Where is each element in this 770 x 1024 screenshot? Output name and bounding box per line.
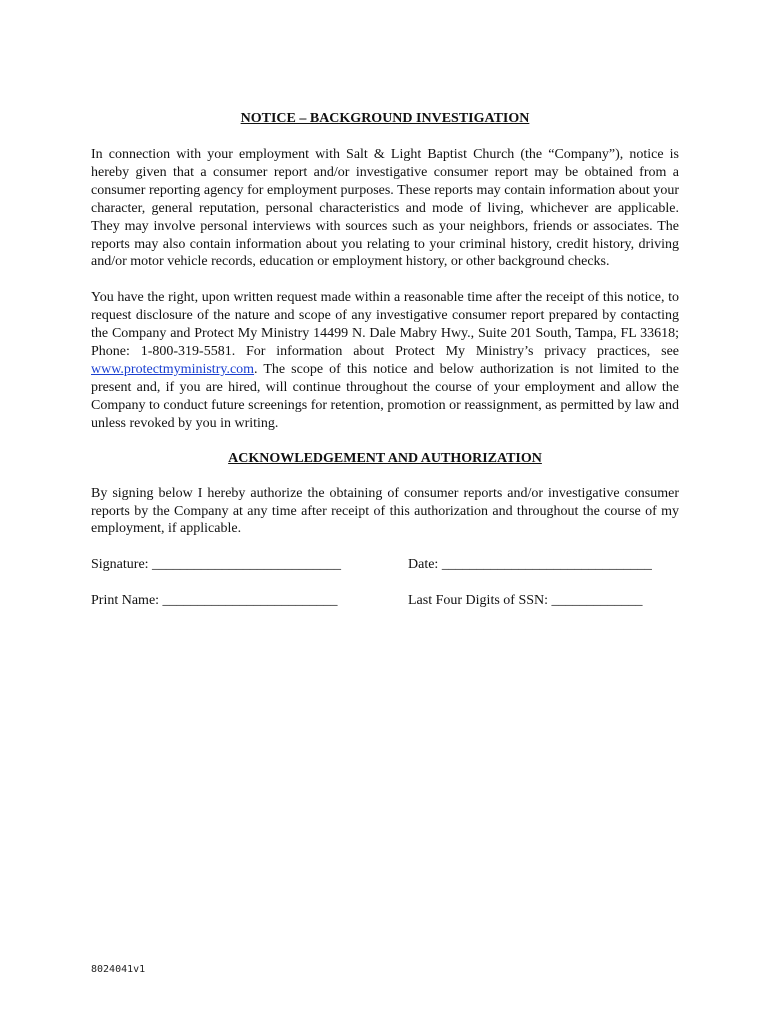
acknowledgement-title: ACKNOWLEDGEMENT AND AUTHORIZATION (228, 450, 542, 466)
print-name-field[interactable]: Print Name: _________________________ (91, 593, 338, 609)
document-id: 8024041v1 (91, 964, 146, 975)
ssn-field[interactable]: Last Four Digits of SSN: _____________ (408, 593, 643, 609)
signature-fields (91, 556, 679, 616)
signature-field[interactable]: Signature: ___________________________ (91, 557, 342, 573)
date-field[interactable]: Date: ______________________________ (408, 557, 652, 573)
notice-paragraph-1: In connection with your employment with Salt & Light Baptist Church (the “Company”), notice is hereby given that a consumer report and/or investigative consumer report may be obtained from a consumer reporting agency for employment purposes. These reports may contain information about your character, general reputation, personal characteristics and mode of living, whichever are applicable. They may involve personal interviews with sources such as your neighbors, friends or associates. The reports may also contain information about you relating to your criminal history, credit history, driving and/or motor vehicle records, education or employment history, or other background checks. (91, 147, 679, 270)
notice-paragraph-2-text-start: You have the right, upon written request made within a reasonable time after the receipt of this notice, to request disclosure of the nature and scope of any investigative consumer report prepared by contacting the Company and Protect My Ministry 14499 N. Dale Mabry Hwy., Suite 201 South, Tampa, FL 33618; Phone: 1-800-319-5581. For information about Protect My Ministry’s privacy practices, see (91, 290, 679, 360)
protect-my-ministry-link[interactable]: www.protectmyministry.com (91, 361, 255, 377)
notice-paragraph-2 (91, 289, 679, 432)
document-page (91, 110, 679, 616)
notice-paragraph-2-text-end: . The scope of this notice and below authorization is not limited to the present and, if you are hired, will continue throughout the course of your employment and allow the Company to conduct future screenings for retention, promotion or reassignment, as permitted by law and unless revoked by you in writing. (91, 361, 679, 431)
notice-title: NOTICE – BACKGROUND INVESTIGATION (240, 111, 530, 126)
acknowledgement-paragraph: By signing below I hereby authorize the obtaining of consumer reports and/or investigative consumer reports by the Company at any time after receipt of this authorization and throughout the course of my employment, if applicable. (91, 485, 679, 537)
